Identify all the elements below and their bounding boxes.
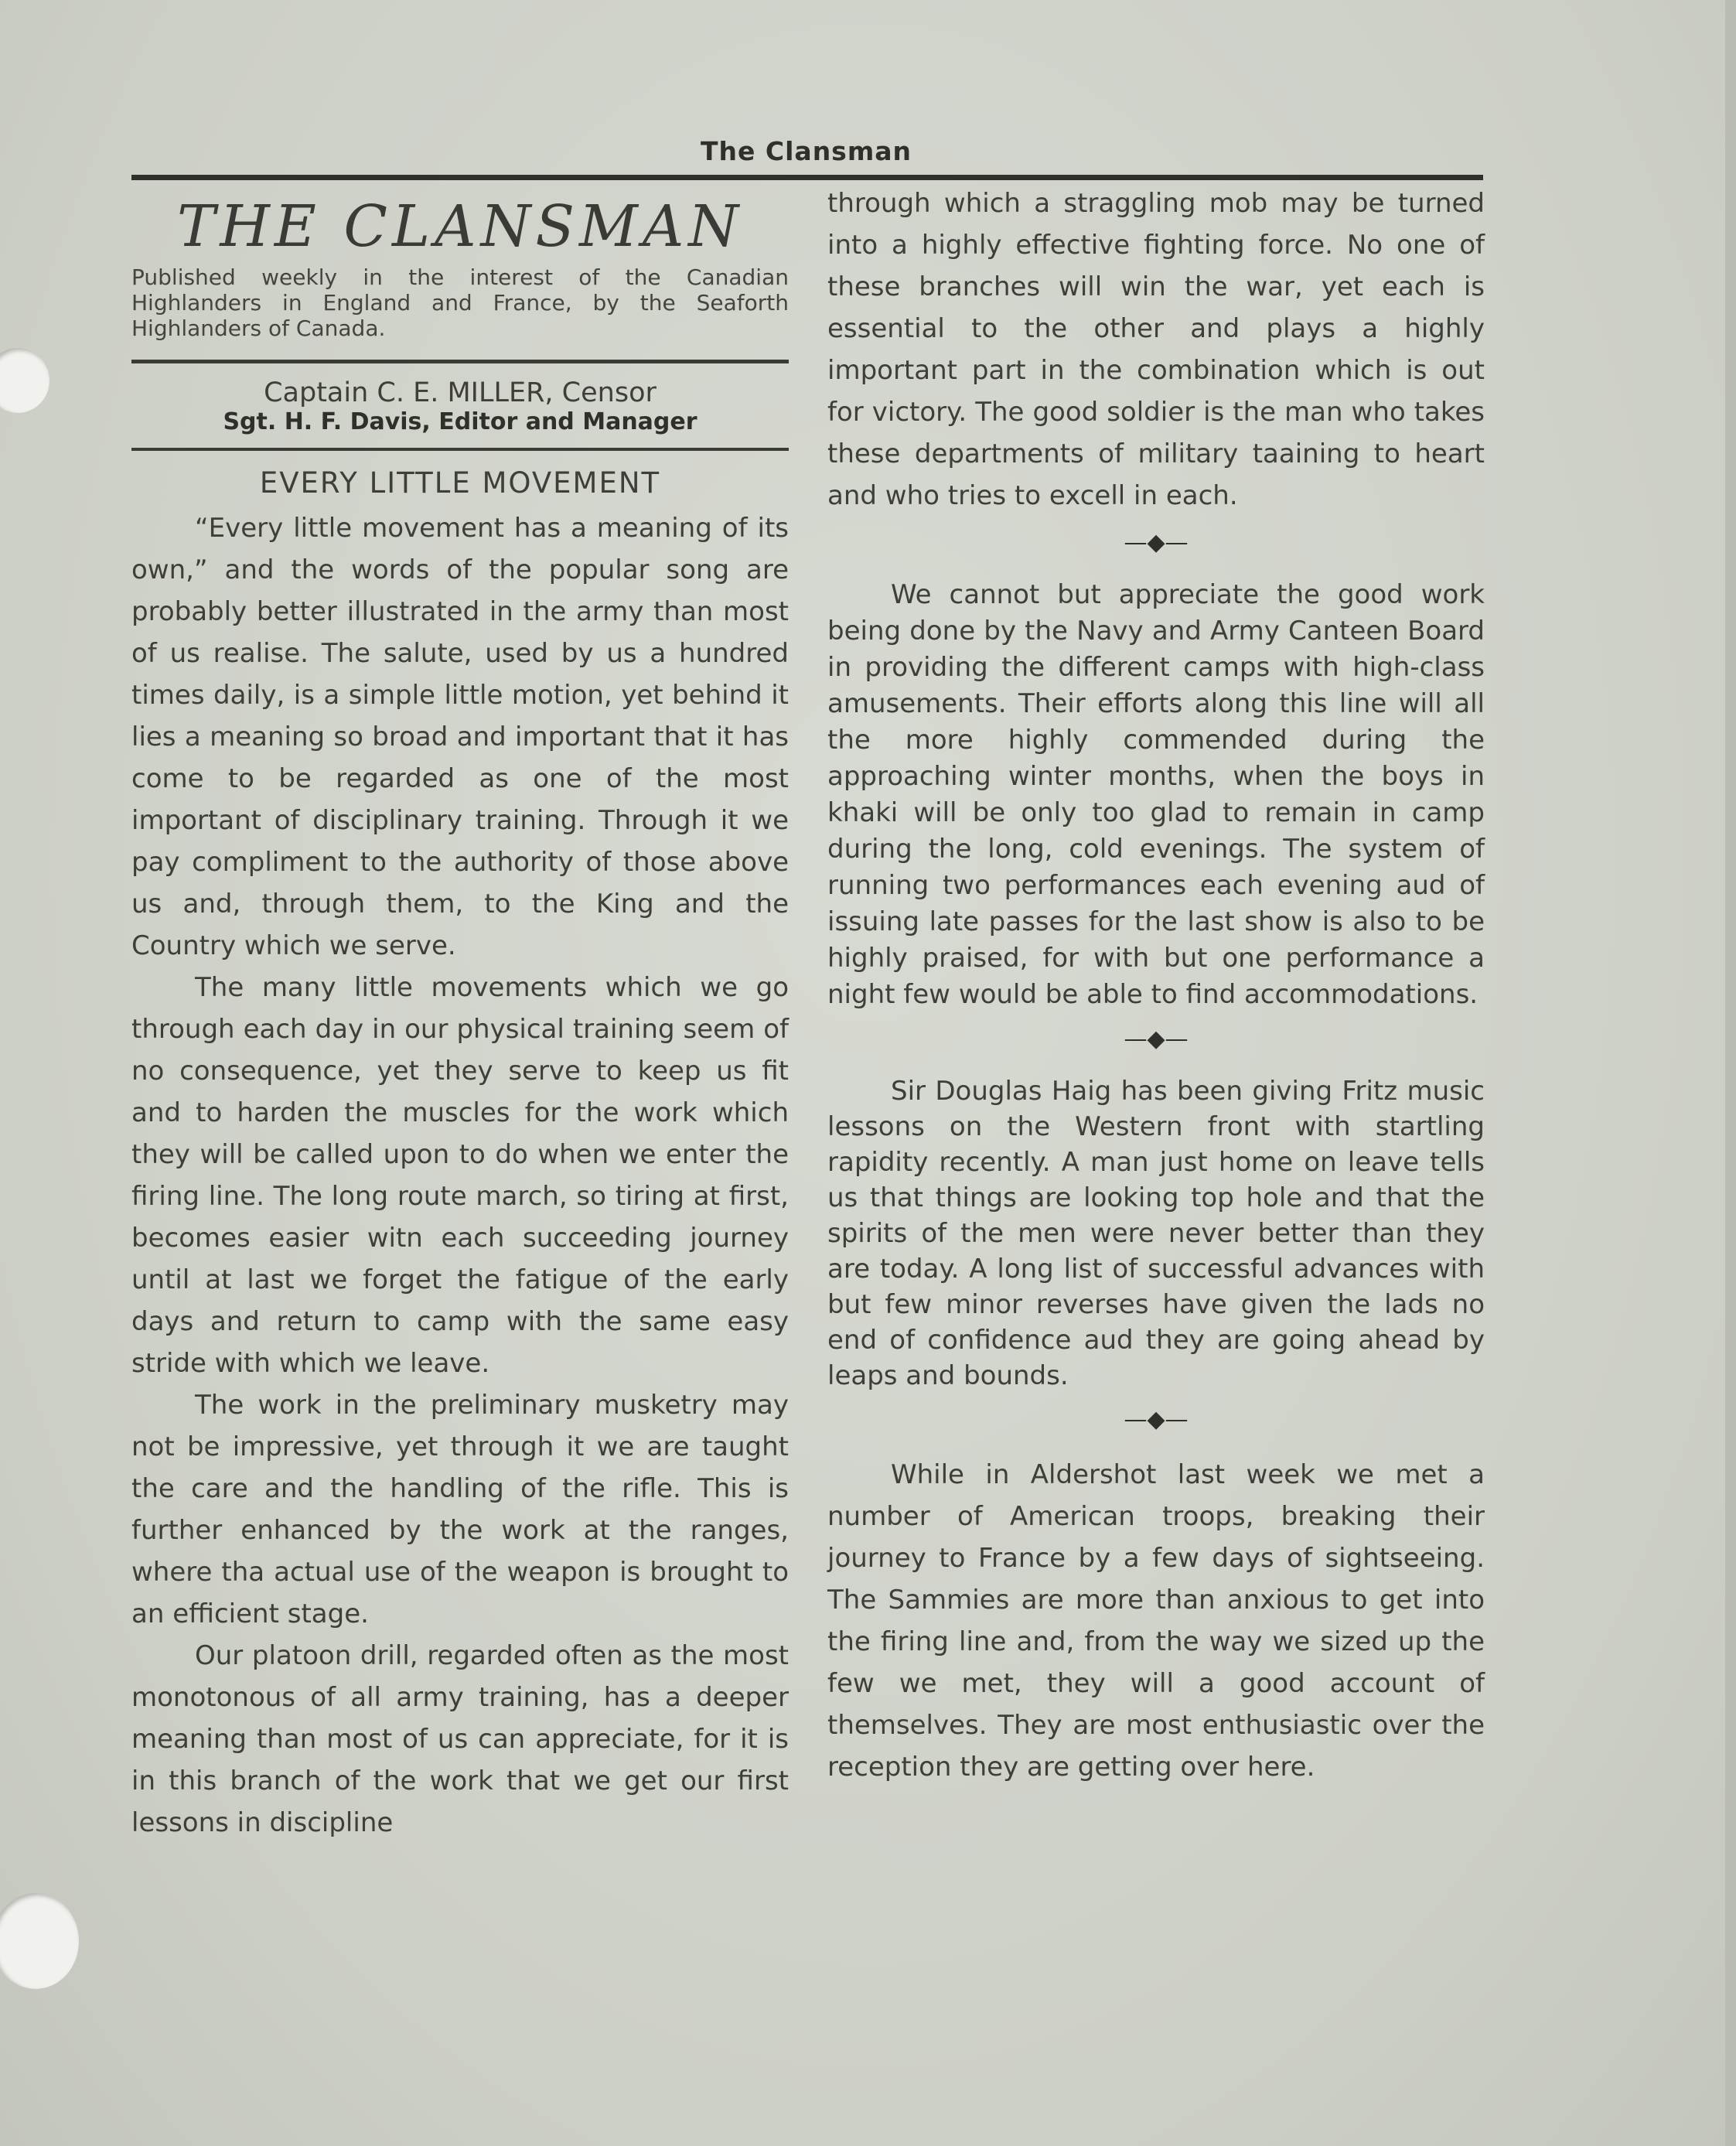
news-item: We cannot but appreciate the good work being done by the Navy and Army Canteen Board in providing the different camps with high-class amusements. Their efforts along this line will all the more highly commended during the approaching winter months, when the boys in khaki will be only too glad to remain in camp during the long, cold evenings. The system of running two performances each evening aud of issuing late passes for the last show is also to be highly praised, for with but one performance a night few would be able to find accommodations. bbox=[827, 579, 1485, 1010]
running-head: The Clansman bbox=[701, 136, 912, 166]
editor-line: Sgt. H. F. Davis, Editor and Manager bbox=[223, 408, 697, 435]
left-column bbox=[131, 183, 789, 1844]
page-edge bbox=[1725, 0, 1736, 2146]
article-paragraph: The work in the preliminary musketry may not be impressive, yet through it we are taught the care and the handling of the rifle. This is further enhanced by the work at the ranges, where tha actual use of the weapon is brought to an efficient stage. bbox=[131, 1390, 789, 1629]
article-continuation: through which a straggling mob may be turned into a highly effective fighting force. No one of these branches will win the war, yet each is essential to the other and plays a highly important part in the combination which is out for victory. The good soldier is the man who takes these departments of military taaining to heart and who tries to excell in each. bbox=[827, 188, 1485, 511]
article-paragraph: Our platoon drill, regarded often as the most monotonous of all army training, has a deeper meaning than most of us can appreciate, for it is in this branch of the work that we get our first lessons in discipline bbox=[131, 1640, 789, 1838]
censor-line: Captain C. E. MILLER, Censor bbox=[264, 377, 657, 408]
article-paragraph: “Every little movement has a meaning of its own,” and the words of the popular song are probably better illustrated in the army than most of us realise. The salute, used by us a hundred times daily, is a simple little motion, yet behind it lies a meaning so broad and important that it has come to be regarded as one of the most important of disciplinary training. Through it we pay compliment to the authority of those above us and, through them, to the King and the Country which we serve. bbox=[131, 513, 789, 961]
binder-hole bbox=[0, 1893, 79, 1989]
news-item: While in Aldershot last week we met a number of American troops, breaking their journey to France by a few days of sightseeing. The Sammies are more than anxious to get into the firing line and, from the way we sized up the few we met, they will a good account of themselves. They are most enthusiastic over the reception they are getting over here. bbox=[827, 1459, 1485, 1783]
publication-note: Published weekly in the interest of the Canadian Highlanders in England and France, by the Seaforth Highlanders of Canada. bbox=[131, 264, 789, 341]
article-title: EVERY LITTLE MOVEMENT bbox=[259, 466, 661, 500]
right-column bbox=[827, 183, 1485, 1788]
separator-ornament: —◆— bbox=[1124, 1025, 1189, 1053]
article-paragraph: The many little movements which we go through each day in our physical training seem of no consequence, yet they serve to keep us fit and to harden the muscles for the work which they will be called upon to do when we enter the firing line. The long route march, so tiring at first, becomes easier witn each succeeding journey until at last we forget the fatigue of the early days and return to camp with the same easy stride with which we leave. bbox=[131, 972, 789, 1379]
masthead-rule bbox=[131, 448, 789, 451]
masthead-rule bbox=[131, 360, 789, 363]
masthead-title: THE CLANSMAN bbox=[176, 193, 744, 260]
news-item: Sir Douglas Haig has been giving Fritz music lessons on the Western front with startling rapidity recently. A man just home on leave tells us that things are looking top hole and that the spirits of the men were never better than they are today. A long list of successful advances with but few minor reverses have given the lads no end of confidence aud they are going ahead by leaps and bounds. bbox=[827, 1076, 1485, 1391]
binder-hole bbox=[0, 348, 49, 413]
separator-ornament: —◆— bbox=[1124, 529, 1189, 556]
header-rule bbox=[131, 175, 1483, 180]
separator-ornament: —◆— bbox=[1124, 1406, 1189, 1433]
